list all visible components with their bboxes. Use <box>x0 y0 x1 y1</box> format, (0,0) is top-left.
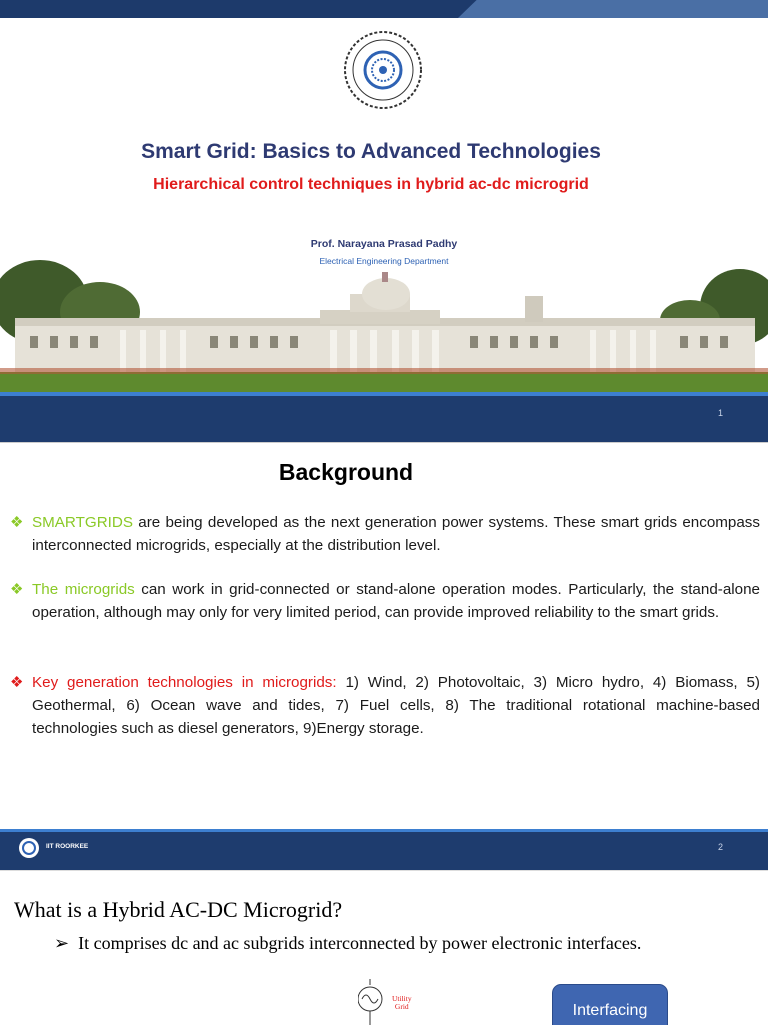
page-number: 1 <box>717 408 723 418</box>
utility-grid-label: Utility Grid <box>392 994 412 1011</box>
course-title: Smart Grid: Basics to Advanced Technologies <box>141 140 601 163</box>
utility-grid-icon <box>358 979 422 1025</box>
bullet-highlight: Key generation technologies in microgrids: <box>32 674 337 691</box>
presenter-name: Prof. Narayana Prasad Padhy <box>310 238 458 250</box>
slide-title: What is a Hybrid AC-DC Microgrid? <box>14 897 343 922</box>
slide-title: Background <box>278 459 414 485</box>
footer-institute-label: IIT ROORKEE <box>46 843 89 850</box>
bullet-item <box>54 933 641 954</box>
department-name: Electrical Engineering Department <box>319 256 449 266</box>
lecture-subtitle: Hierarchical control techniques in hybrid ac-dc microgrid <box>153 176 589 193</box>
bullet-text: can work in grid-connected or stand-alone operation modes. Particularly, the stand-alone operation, although may only for very limited period, can provide improved reliability to the smart grids. <box>32 581 760 621</box>
slide-footer-bar <box>0 392 768 442</box>
diamond-bullet-icon: ❖ <box>10 514 24 531</box>
bullet-highlight: The microgrids <box>32 581 135 598</box>
bullet-highlight: SMARTGRIDS <box>32 514 133 531</box>
bullet-item <box>10 671 760 740</box>
diamond-bullet-icon: ❖ <box>10 581 24 598</box>
arrow-bullet-icon: ➢ <box>54 933 70 953</box>
bullet-item <box>10 578 760 624</box>
slide-top-bar <box>0 0 768 18</box>
page-number: 2 <box>717 842 723 852</box>
iit-roorkee-seal-icon <box>343 30 423 110</box>
slide-footer-bar <box>0 829 768 871</box>
bullet-text: are being developed as the next generation power systems. These smart grids encompass interconnected microgrids, especially at the distribution level. <box>32 514 760 554</box>
hybrid-microgrid-slide <box>0 870 768 1025</box>
interfacing-box: Interfacing <box>552 984 668 1025</box>
bullet-text: It comprises dc and ac subgrids interconnected by power electronic interfaces. <box>78 933 642 953</box>
background-slide <box>0 442 768 871</box>
diamond-bullet-icon: ❖ <box>10 674 24 691</box>
title-slide <box>0 0 768 442</box>
bullet-item <box>10 511 760 557</box>
iit-logo-icon <box>18 837 40 859</box>
bullet-text: 1) Wind, 2) Photovoltaic, 3) Micro hydro, 4) Biomass, 5) Geothermal, 6) Ocean wave and tides, 7) Fuel cells, 8) The traditional rotational machine-based technologies such as diesel generators, 9)Energy storage. <box>32 674 760 737</box>
